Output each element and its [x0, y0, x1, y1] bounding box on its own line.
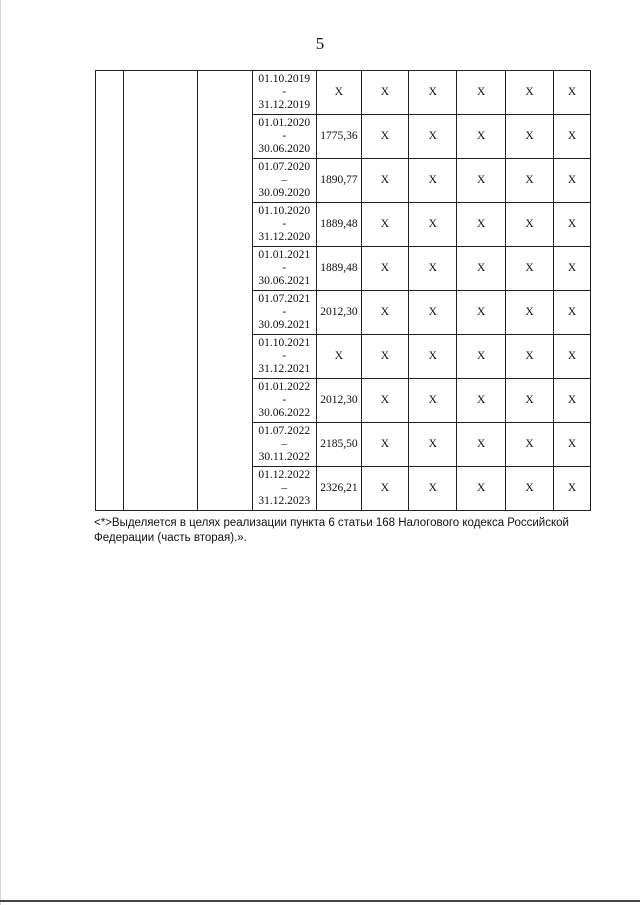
- mark-cell: X: [409, 247, 457, 291]
- page-number: 5: [315, 34, 325, 53]
- mark-cell: X: [361, 71, 408, 115]
- period-end: 31.12.2020: [258, 231, 311, 243]
- mark-cell: X: [554, 379, 591, 423]
- period-end: 30.09.2020: [258, 187, 311, 199]
- period-separator: -: [282, 262, 287, 274]
- mark-cell: X: [457, 203, 505, 247]
- mark-cell: X: [554, 159, 591, 203]
- period-end: 30.06.2020: [258, 143, 311, 155]
- mark-cell: X: [554, 291, 591, 335]
- value-cell: 1889,48: [317, 203, 362, 247]
- mark-cell: X: [554, 335, 591, 379]
- mark-cell: X: [505, 247, 553, 291]
- value-cell: 1889,48: [317, 247, 362, 291]
- mark-cell: X: [457, 159, 505, 203]
- mark-cell: X: [409, 115, 457, 159]
- mark-cell: X: [554, 467, 591, 511]
- mark-cell: X: [457, 247, 505, 291]
- period-cell: [252, 291, 317, 335]
- mark-cell: X: [505, 159, 553, 203]
- table-body: [96, 71, 640, 511]
- value-cell: 2185,50: [317, 423, 362, 467]
- value-cell: 1890,77: [317, 159, 362, 203]
- merged-cell-3: [197, 71, 252, 511]
- value-cell: 2012,30: [317, 379, 362, 423]
- mark-cell: X: [361, 115, 408, 159]
- period-end: 31.12.2023: [258, 495, 311, 507]
- mark-cell: X: [505, 291, 553, 335]
- period-cell: [252, 159, 317, 203]
- mark-cell: X: [409, 203, 457, 247]
- mark-cell: X: [361, 467, 408, 511]
- mark-cell: X: [361, 203, 408, 247]
- period-separator: -: [282, 306, 287, 318]
- value-cell: X: [317, 335, 362, 379]
- period-end: 31.12.2021: [258, 363, 311, 375]
- mark-cell: X: [505, 203, 553, 247]
- period-cell: [252, 423, 317, 467]
- merged-cell-1: [96, 71, 124, 511]
- period-cell: [252, 467, 317, 511]
- mark-cell: X: [361, 159, 408, 203]
- footnote: <*>Выделяется в целях реализации пункта 6 статьи 168 Налогового кодекса Российской Федерации (часть вторая).».: [94, 517, 569, 544]
- mark-cell: X: [409, 335, 457, 379]
- period-cell: [252, 247, 317, 291]
- mark-cell: X: [409, 291, 457, 335]
- mark-cell: X: [554, 71, 591, 115]
- period-cell: [252, 379, 317, 423]
- period-cell: [252, 115, 317, 159]
- value-cell: 2012,30: [317, 291, 362, 335]
- period-cell: [252, 71, 317, 115]
- mark-cell: X: [457, 335, 505, 379]
- period-separator: –: [281, 438, 288, 450]
- period-cell: [252, 203, 317, 247]
- table-row: [96, 71, 640, 115]
- period-start: 01.07.2020: [258, 161, 311, 173]
- mark-cell: X: [409, 71, 457, 115]
- period-separator: -: [282, 394, 287, 406]
- mark-cell: X: [409, 467, 457, 511]
- mark-cell: X: [361, 291, 408, 335]
- value-cell: X: [317, 71, 362, 115]
- mark-cell: X: [554, 203, 591, 247]
- period-separator: -: [282, 130, 287, 142]
- scan-edge-left: [0, 0, 1, 905]
- period-start: 01.10.2019: [258, 73, 311, 85]
- mark-cell: X: [554, 423, 591, 467]
- period-separator: -: [282, 86, 287, 98]
- period-start: 01.01.2022: [258, 381, 311, 393]
- period-separator: -: [282, 350, 287, 362]
- mark-cell: X: [457, 115, 505, 159]
- mark-cell: X: [409, 379, 457, 423]
- value-cell: 1775,36: [317, 115, 362, 159]
- mark-cell: X: [554, 247, 591, 291]
- mark-cell: X: [457, 291, 505, 335]
- mark-cell: X: [409, 423, 457, 467]
- period-start: 01.10.2020: [258, 205, 311, 217]
- mark-cell: X: [409, 159, 457, 203]
- period-start: 01.07.2021: [258, 293, 311, 305]
- mark-cell: X: [361, 379, 408, 423]
- mark-cell: X: [457, 379, 505, 423]
- period-end: 30.11.2022: [258, 451, 310, 463]
- mark-cell: X: [361, 247, 408, 291]
- tariff-table: [95, 70, 640, 511]
- mark-cell: X: [505, 423, 553, 467]
- mark-cell: X: [505, 335, 553, 379]
- period-start: 01.10.2021: [258, 337, 311, 349]
- period-start: 01.01.2021: [258, 249, 311, 261]
- period-end: 31.12.2019: [258, 99, 311, 111]
- mark-cell: X: [457, 467, 505, 511]
- mark-cell: X: [361, 423, 408, 467]
- mark-cell: X: [457, 423, 505, 467]
- period-start: 01.07.2022: [258, 425, 311, 437]
- mark-cell: X: [505, 71, 553, 115]
- mark-cell: X: [554, 115, 591, 159]
- period-end: 30.06.2021: [258, 275, 311, 287]
- period-end: 30.09.2021: [258, 319, 311, 331]
- merged-cell-2: [123, 71, 197, 511]
- mark-cell: X: [361, 335, 408, 379]
- scan-edge-bottom: [0, 900, 640, 902]
- period-cell: [252, 335, 317, 379]
- period-separator: -: [282, 218, 287, 230]
- mark-cell: X: [505, 115, 553, 159]
- period-end: 30.06.2022: [258, 407, 311, 419]
- mark-cell: X: [505, 379, 553, 423]
- mark-cell: X: [505, 467, 553, 511]
- period-separator: –: [281, 482, 288, 494]
- period-start: 01.01.2020: [258, 117, 311, 129]
- period-start: 01.12.2022: [258, 469, 311, 481]
- mark-cell: X: [457, 71, 505, 115]
- value-cell: 2326,21: [317, 467, 362, 511]
- period-separator: –: [281, 174, 288, 186]
